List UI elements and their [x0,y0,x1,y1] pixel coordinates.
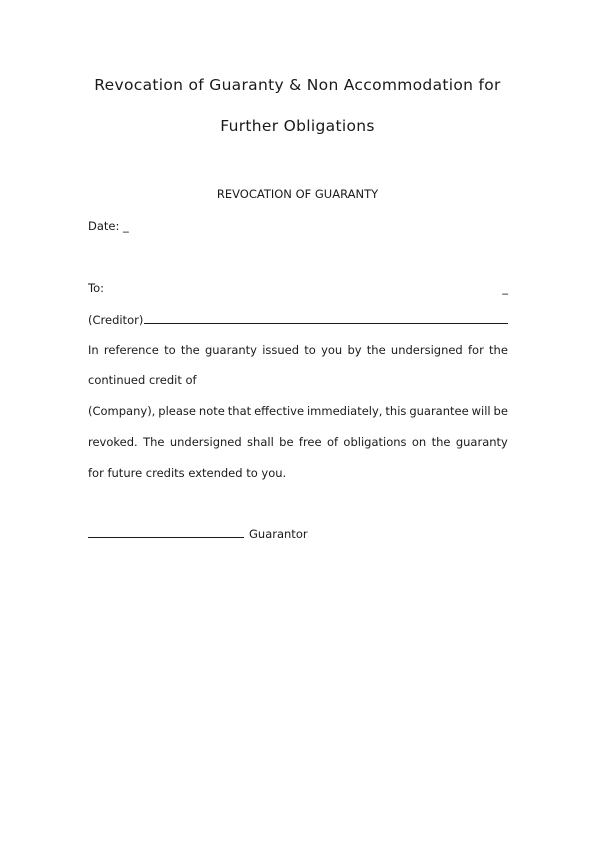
body-line-3 [88,403,508,419]
word: the [366,343,386,357]
body-line-4 [88,434,508,450]
word: note [198,404,225,418]
signature-blank-line [88,525,244,538]
word: that [227,404,252,418]
word: The [143,435,165,449]
word: free [298,435,322,449]
word: by [347,343,362,357]
word: issued [262,343,300,357]
word: guaranty [204,343,257,357]
word: (Company), [88,404,156,418]
word: shall [247,435,274,449]
body-line-1 [88,342,508,358]
word: immediately, [306,404,383,418]
document-title-line-1: Revocation of Guaranty & Non Accommodation for [94,76,501,94]
word: undersigned [169,435,242,449]
body-line-5: for future credits extended to you. [88,466,287,480]
body-line-2: continued credit of [88,373,197,387]
creditor-line [88,311,508,328]
word: to [304,343,316,357]
word: In [88,343,99,357]
word: will [471,404,491,418]
word: revoked. [88,435,138,449]
word: the [180,343,200,357]
section-heading: REVOCATION OF GUARANTY [216,187,379,201]
word: this [385,404,407,418]
guarantor-label: Guarantor [249,527,308,541]
word: guaranty [455,435,508,449]
to-blank: _ [502,281,508,295]
to-label: To: [88,281,104,295]
word: to [164,343,176,357]
word: be [279,435,294,449]
word: you [321,343,343,357]
word: the [489,343,508,357]
word: undersigned [390,343,463,357]
document-title-line-2: Further Obligations [220,117,375,135]
word: obligations [343,435,407,449]
word: of [326,435,339,449]
guarantor-signature-line [88,525,308,542]
to-line [88,280,508,296]
creditor-blank-line [144,311,508,324]
word: effective [254,404,305,418]
date-line: Date: _ [88,219,129,233]
word: please [158,404,196,418]
word: guarantee [409,404,469,418]
word: on [411,435,427,449]
creditor-label: (Creditor) [88,313,144,327]
word: be [493,404,508,418]
word: the [431,435,451,449]
word: for [467,343,484,357]
word: reference [103,343,159,357]
